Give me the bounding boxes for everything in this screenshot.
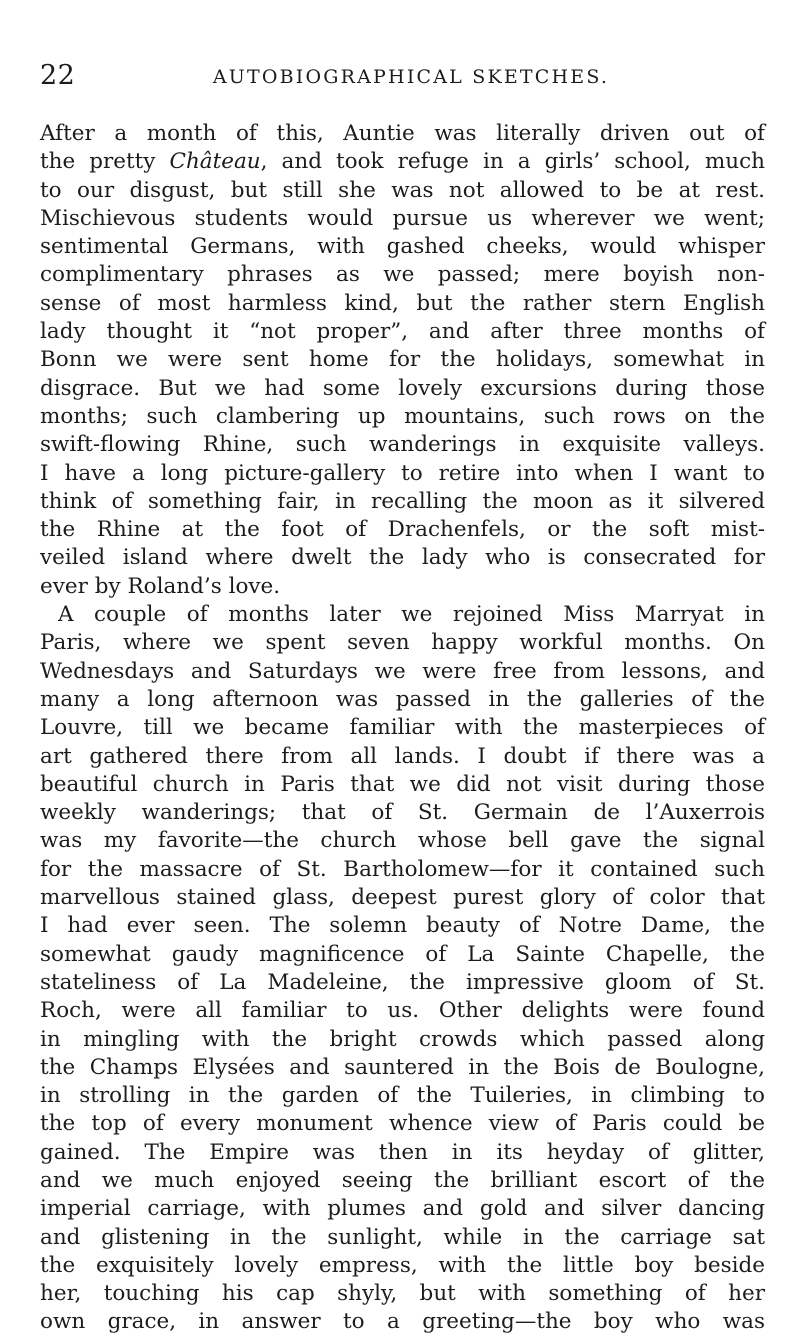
text-line	[40, 261, 765, 289]
text-segment: After a month of this, Auntie was literally driven out of	[40, 121, 765, 146]
text-line	[40, 318, 765, 346]
text-segment: stateliness of La Madeleine, the impressive gloom of St.	[40, 969, 765, 995]
text-segment: many a long afternoon was passed in the galleries of the	[40, 686, 765, 712]
page-number: 22	[40, 60, 76, 91]
page-header	[40, 60, 760, 100]
text-segment: and we much enjoyed seeing the brilliant escort of the	[40, 1167, 765, 1193]
text-line	[40, 658, 765, 686]
text-segment: Mischievous students would pursue us wherever we went;	[40, 205, 765, 231]
text-segment: , and took refuge in a girls’ school, much	[260, 149, 765, 175]
text-segment: the pretty	[40, 149, 170, 175]
text-line	[40, 771, 765, 799]
text-segment: art gathered there from all lands. I doubt if there was a	[40, 743, 765, 769]
text-segment: the top of every monument whence view of Paris could be	[40, 1111, 765, 1137]
text-segment: for the massacre of St. Bartholomew—for it contained such	[40, 856, 765, 882]
text-segment: veiled island where dwelt the lady who is consecrated for	[40, 545, 765, 571]
text-line	[40, 1167, 765, 1195]
text-segment: the exquisitely lovely empress, with the little boy beside	[40, 1252, 765, 1278]
text-line	[40, 856, 765, 884]
text-line	[40, 686, 765, 714]
text-segment: I have a long picture-gallery to retire into when I want to	[40, 460, 765, 486]
text-segment: sentimental Germans, with gashed cheeks, would whisper	[40, 234, 765, 260]
text-segment: in mingling with the bright crowds which passed along	[40, 1026, 765, 1052]
italic-word: Château	[169, 149, 261, 175]
text-line	[40, 743, 765, 771]
text-segment: disgrace. But we had some lovely excursions during those	[40, 375, 765, 401]
text-segment: her, touching his cap shyly, but with something of her	[40, 1281, 765, 1307]
text-segment: swift-flowing Rhine, such wanderings in exquisite valleys.	[40, 432, 765, 458]
text-segment: the Champs Elysées and sauntered in the Bois de Boulogne,	[40, 1054, 765, 1080]
text-line	[40, 1195, 765, 1223]
text-line	[40, 1139, 765, 1167]
text-segment: own grace, in answer to a greeting—the boy who was	[40, 1309, 765, 1335]
text-segment: and glistening in the sunlight, while in the carriage sat	[40, 1224, 765, 1250]
text-segment: to our disgust, but still she was not allowed to be at rest.	[40, 177, 765, 203]
text-line	[40, 431, 765, 459]
text-segment: complimentary phrases as we passed; mere boyish non-	[40, 262, 765, 288]
text-line	[40, 544, 765, 572]
text-line	[40, 601, 765, 629]
text-line	[40, 884, 765, 912]
text-line	[40, 573, 765, 601]
text-segment: months; such clambering up mountains, such rows on the	[40, 403, 765, 429]
text-line	[40, 460, 765, 488]
text-segment: lady thought it “not proper”, and after three months of	[40, 319, 765, 345]
text-segment: Roch, were all familiar to us. Other delights were found	[40, 998, 765, 1024]
text-line	[40, 1252, 765, 1280]
text-line	[40, 1110, 765, 1138]
text-segment: I had ever seen. The solemn beauty of Notre Dame, the	[40, 913, 765, 939]
text-segment: Paris, where we spent seven happy workful months. On	[40, 630, 765, 656]
text-line	[40, 120, 765, 148]
text-segment: weekly wanderings; that of St. Germain de l’Auxerrois	[40, 800, 765, 826]
text-line	[40, 1054, 765, 1082]
text-line	[40, 177, 765, 205]
text-segment: was my favorite—the church whose bell gave the signal	[40, 828, 765, 854]
text-line	[40, 629, 765, 657]
text-line	[40, 714, 765, 742]
text-segment: imperial carriage, with plumes and gold and silver dancing	[40, 1196, 765, 1222]
text-line	[40, 997, 765, 1025]
text-segment: Wednesdays and Saturdays we were free from lessons, and	[40, 658, 765, 684]
text-segment: in strolling in the garden of the Tuileries, in climbing to	[40, 1083, 765, 1109]
text-line	[40, 1224, 765, 1252]
text-line	[40, 148, 765, 176]
text-line	[40, 233, 765, 261]
text-segment: gained. The Empire was then in its heyday of glitter,	[40, 1139, 765, 1165]
text-line	[40, 1308, 765, 1336]
text-segment: think of something fair, in recalling the moon as it silvered	[40, 488, 765, 514]
text-line	[40, 403, 765, 431]
text-segment: marvellous stained glass, deepest purest glory of color that	[40, 885, 765, 911]
text-line	[40, 941, 765, 969]
text-segment: Bonn we were sent home for the holidays, somewhat in	[40, 347, 765, 373]
text-line	[40, 516, 765, 544]
text-segment: ever by Roland’s love.	[40, 573, 281, 599]
text-line	[40, 1026, 765, 1054]
text-line	[40, 488, 765, 516]
text-line	[40, 827, 765, 855]
text-line	[40, 1082, 765, 1110]
text-segment: A couple of months later we rejoined Miss Marryat in	[58, 602, 765, 628]
text-line	[40, 1280, 765, 1308]
text-line	[40, 375, 765, 403]
text-line	[40, 205, 765, 233]
text-line	[40, 969, 765, 997]
text-segment: beautiful church in Paris that we did not visit during those	[40, 771, 765, 797]
body-text	[40, 120, 765, 1337]
text-segment: Louvre, till we became familiar with the masterpieces of	[40, 715, 765, 741]
text-segment: the Rhine at the foot of Drachenfels, or the soft mist-	[40, 517, 765, 543]
text-line	[40, 290, 765, 318]
text-segment: somewhat gaudy magnificence of La Sainte Chapelle, the	[40, 941, 765, 967]
text-line	[40, 799, 765, 827]
text-line	[40, 912, 765, 940]
text-line	[40, 346, 765, 374]
text-segment: sense of most harmless kind, but the rather stern English	[40, 290, 765, 316]
running-title: AUTOBIOGRAPHICAL SKETCHES.	[212, 66, 610, 88]
